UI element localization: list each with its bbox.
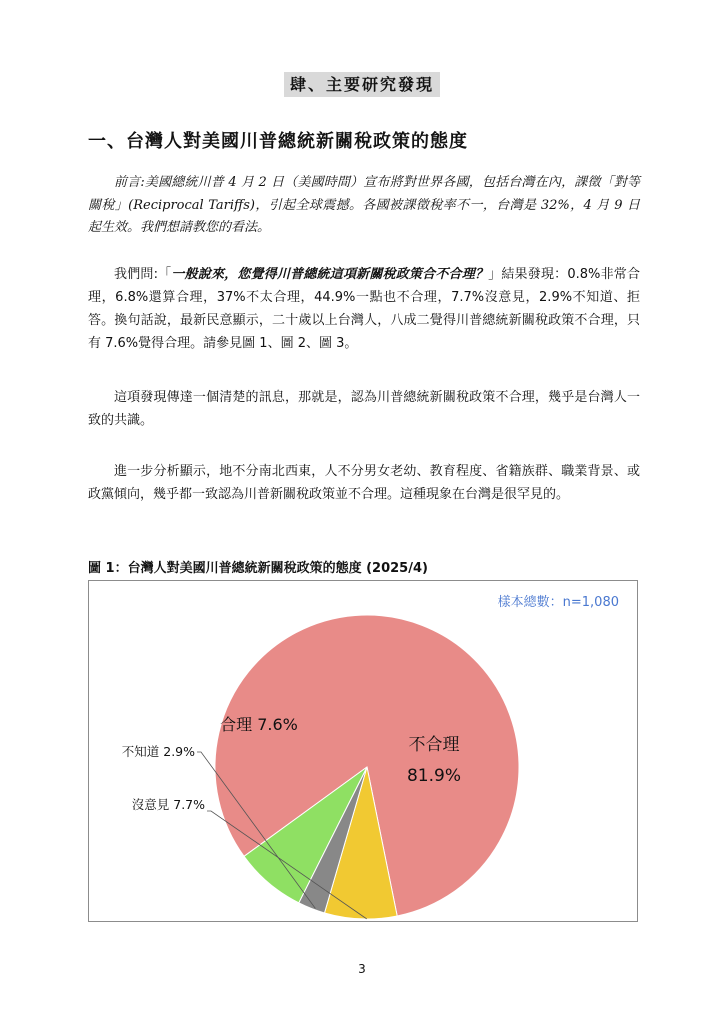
pie-chart xyxy=(89,581,637,921)
heading: 一、台灣人對美國川普總統新關稅政策的態度 xyxy=(88,131,468,152)
slice-label-dont-know: 不知道 2.9% xyxy=(121,744,195,759)
section-title-text: 肆、主要研究發現 xyxy=(284,72,440,97)
survey-question: 一般說來，您覺得川普總統這項新關稅政策合不合理？ xyxy=(171,267,489,282)
figure-1-chart xyxy=(88,580,638,922)
findings-paragraph xyxy=(88,263,640,355)
figure-caption: 圖 1：台灣人對美國川普總統新關稅政策的態度 (2025/4) xyxy=(88,561,428,576)
page-number: 3 xyxy=(358,962,366,976)
slice-label-reasonable: 合理 7.6% xyxy=(220,715,298,734)
slice-label-no-opinion: 沒意見 7.7% xyxy=(131,797,205,812)
slice-label-unreasonable: 不合理 xyxy=(408,735,460,755)
sample-size-label: 樣本總數：n=1,080 xyxy=(497,595,619,610)
slice-value-unreasonable: 81.9% xyxy=(406,766,462,786)
preface-paragraph: 前言:美國總統川普 4 月 2 日（美國時間）宣布將對世界各國，包括台灣在內，課徵「對等關稅」(Reciprocal Tariffs)，引起全球震撼。各國被課徵稅率不一，台灣是 32%，4 月 9 日起生效。我們想請教您的看法。 xyxy=(88,175,640,235)
findings-text: 」結果發現：0.8%非常合理，6.8%還算合理，37%不太合理，44.9%一點也不合理，7.7%沒意見，2.9%不知道、拒答。換句話說，最新民意顯示，二十歲以上台灣人，八成二覺得川普總統新關稅政策不合理，只有 7.6%覺得合理。請參見圖 1、圖 2、圖 3。 xyxy=(88,267,640,351)
section-title xyxy=(0,72,724,95)
question-prefix: 我們問:「 xyxy=(114,267,172,282)
analysis-paragraph: 進一步分析顯示，地不分南北西東，人不分男女老幼、教育程度、省籍族群、職業背景、或政黨傾向，幾乎都一致認為川普新關稅政策並不合理。這種現象在台灣是很罕見的。 xyxy=(88,464,640,502)
consensus-paragraph: 這項發現傳達一個清楚的訊息，那就是，認為川普總統新關稅政策不合理，幾乎是台灣人一致的共識。 xyxy=(88,390,640,428)
